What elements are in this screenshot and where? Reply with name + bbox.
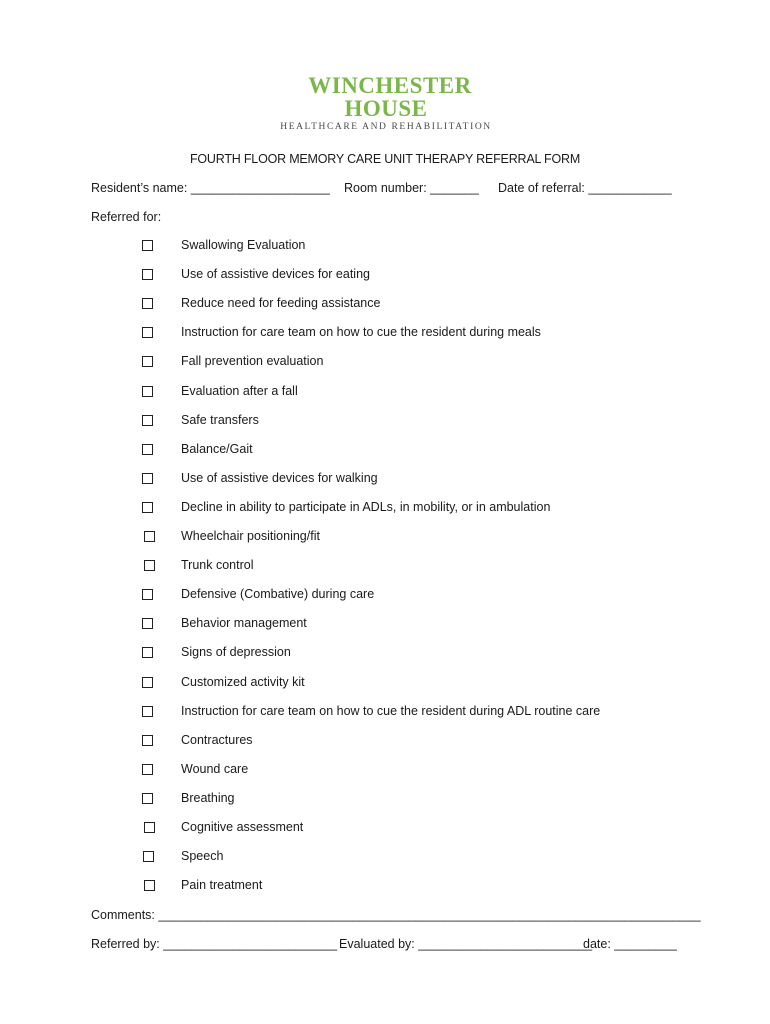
checklist-item-label: Instruction for care team on how to cue the resident during ADL routine care [181, 704, 601, 718]
checklist-item-label: Reduce need for feeding assistance [181, 296, 381, 310]
checkbox[interactable] [142, 618, 153, 629]
comments-field[interactable]: Comments: ______________________________________________________________________________ [91, 908, 701, 922]
checkbox[interactable] [142, 298, 153, 309]
checklist-item-label: Behavior management [181, 616, 307, 630]
checklist-item-label: Cognitive assessment [181, 820, 304, 834]
checklist-item-label: Safe transfers [181, 413, 259, 427]
checklist-item-label: Defensive (Combative) during care [181, 587, 375, 601]
room-number-field[interactable]: Room number: _______ [344, 181, 479, 195]
checkbox[interactable] [143, 851, 154, 862]
logo-line-2: HOUSE [344, 96, 428, 121]
evaluated-by-field[interactable]: Evaluated by: _________________________ [339, 937, 593, 951]
checkbox[interactable] [144, 560, 155, 571]
checklist-item-label: Decline in ability to participate in ADLs, in mobility, or in ambulation [181, 500, 551, 514]
checklist-item-label: Signs of depression [181, 645, 291, 659]
checklist-item-label: Wound care [181, 762, 249, 776]
checkbox[interactable] [142, 327, 153, 338]
checkbox[interactable] [142, 735, 153, 746]
resident-name-field[interactable]: Resident’s name: ____________________ [91, 181, 330, 195]
checkbox[interactable] [142, 706, 153, 717]
logo-line-1: WINCHESTER [308, 73, 472, 98]
checkbox[interactable] [144, 880, 155, 891]
checkbox[interactable] [144, 822, 155, 833]
checkbox[interactable] [142, 502, 153, 513]
checklist-item-label: Speech [181, 849, 224, 863]
date-of-referral-field[interactable]: Date of referral: ____________ [498, 181, 672, 195]
checkbox[interactable] [142, 764, 153, 775]
checklist-item-label: Trunk control [181, 558, 254, 572]
checkbox[interactable] [142, 386, 153, 397]
checklist-item-label: Contractures [181, 733, 253, 747]
checklist-item-label: Swallowing Evaluation [181, 238, 306, 252]
checkbox[interactable] [142, 269, 153, 280]
form-title: FOURTH FLOOR MEMORY CARE UNIT THERAPY REFERRAL FORM [189, 152, 581, 166]
checkbox[interactable] [142, 677, 153, 688]
date-field[interactable]: date: _________ [583, 937, 677, 951]
checkbox[interactable] [142, 589, 153, 600]
referred-by-field[interactable]: Referred by: _________________________ [91, 937, 338, 951]
checklist-item-label: Use of assistive devices for eating [181, 267, 370, 281]
checklist-item-label: Fall prevention evaluation [181, 354, 324, 368]
checklist-item-label: Instruction for care team on how to cue the resident during meals [181, 325, 541, 339]
checkbox[interactable] [142, 356, 153, 367]
checkbox[interactable] [142, 415, 153, 426]
logo-tagline: HEALTHCARE AND REHABILITATION [280, 122, 492, 132]
checklist-item-label: Balance/Gait [181, 442, 253, 456]
checkbox[interactable] [144, 531, 155, 542]
checklist-item-label: Evaluation after a fall [181, 384, 298, 398]
checklist-item-label: Use of assistive devices for walking [181, 471, 378, 485]
checklist-item-label: Pain treatment [181, 878, 263, 892]
checklist-item-label: Customized activity kit [181, 675, 305, 689]
winchester-house-logo [0, 74, 770, 132]
checkbox[interactable] [142, 240, 153, 251]
checkbox[interactable] [142, 647, 153, 658]
checkbox[interactable] [142, 793, 153, 804]
checklist-item-label: Wheelchair positioning/fit [181, 529, 320, 543]
checklist-item-label: Breathing [181, 791, 235, 805]
checkbox[interactable] [142, 473, 153, 484]
referred-for-label: Referred for: [91, 210, 162, 224]
checkbox[interactable] [142, 444, 153, 455]
